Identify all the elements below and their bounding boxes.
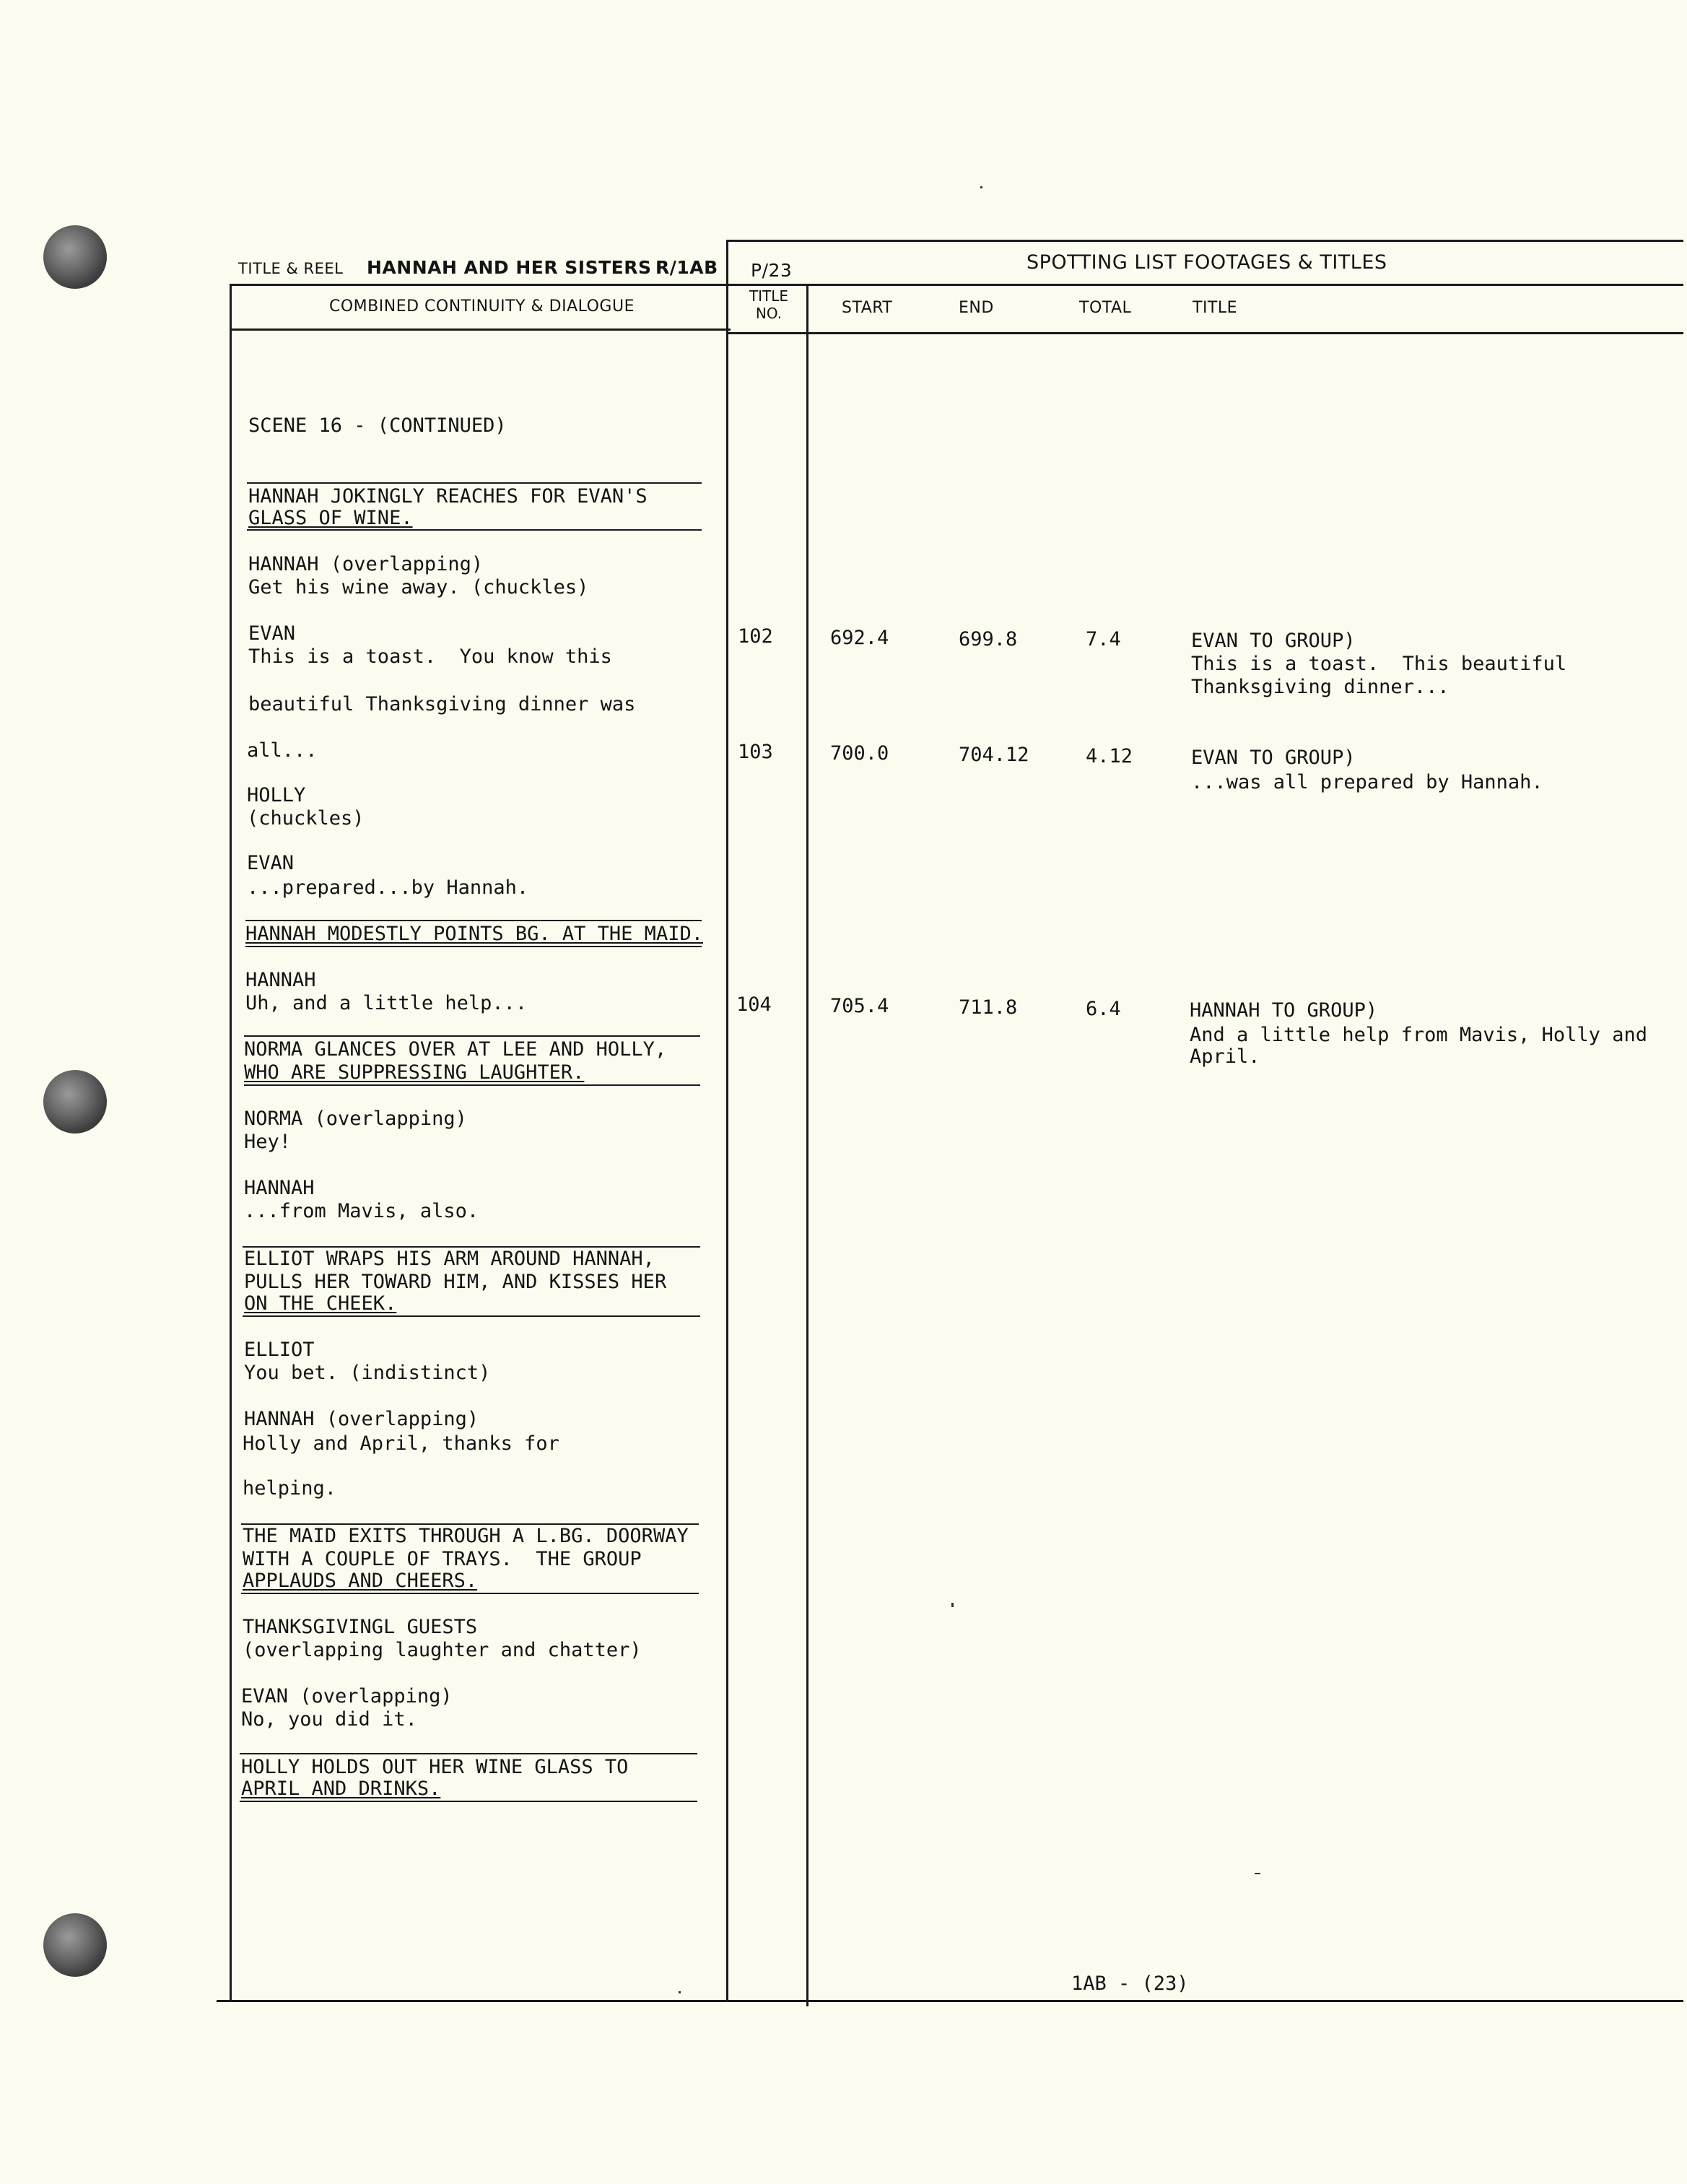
action-line: APPLAUDS AND CHEERS. bbox=[243, 1570, 478, 1592]
action-line: ELLIOT WRAPS HIS ARM AROUND HANNAH, bbox=[244, 1248, 655, 1270]
scene-heading: SCENE 16 - (CONTINUED) bbox=[248, 414, 507, 437]
subtitle-text: ...was all prepared by Hannah. bbox=[1191, 771, 1543, 793]
action-line: PULLS HER TOWARD HIM, AND KISSES HER bbox=[244, 1271, 667, 1293]
dialogue-speaker: THANKSGIVINGL GUESTS bbox=[243, 1616, 478, 1638]
end-footage: 711.8 bbox=[959, 996, 1018, 1019]
subtitle-text: This is a toast. This beautiful bbox=[1191, 653, 1567, 675]
action-line: WHO ARE SUPPRESSING LAUGHTER. bbox=[244, 1061, 585, 1084]
dialogue-line: ...prepared...by Hannah. bbox=[247, 876, 529, 899]
dialogue-line: No, you did it. bbox=[241, 1708, 417, 1731]
title-number: 104 bbox=[736, 993, 772, 1016]
title-reel-label: TITLE & REEL bbox=[238, 260, 344, 277]
dialogue-speaker: HOLLY bbox=[247, 784, 306, 806]
binder-hole-bottom bbox=[43, 1913, 107, 1977]
dialogue-speaker: EVAN (overlapping) bbox=[241, 1685, 453, 1707]
dialogue-line: Uh, and a little help... bbox=[245, 992, 528, 1014]
dialogue-line: Get his wine away. (chuckles) bbox=[248, 576, 589, 599]
total-footage: 4.12 bbox=[1086, 745, 1133, 767]
dialogue-line: You bet. (indistinct) bbox=[244, 1362, 491, 1384]
dialogue-speaker: HANNAH (overlapping) bbox=[248, 553, 484, 575]
reel-number: R/1AB bbox=[655, 257, 718, 278]
dialogue-line: (chuckles) bbox=[247, 807, 365, 830]
title-number: 102 bbox=[738, 625, 773, 648]
action-line: HANNAH MODESTLY POINTS BG. AT THE MAID. bbox=[245, 923, 703, 945]
dialogue-line: (overlapping laughter and chatter) bbox=[243, 1639, 642, 1661]
action-line: APRIL AND DRINKS. bbox=[241, 1778, 441, 1800]
dialogue-line: all... bbox=[247, 739, 318, 762]
start-footage: 705.4 bbox=[830, 995, 889, 1017]
dialogue-speaker: ELLIOT bbox=[244, 1339, 315, 1361]
total-footage: 7.4 bbox=[1086, 628, 1121, 651]
subtitle-text: And a little help from Mavis, Holly and bbox=[1190, 1024, 1647, 1046]
speck bbox=[951, 1603, 954, 1607]
title-no-heading-line2: NO. bbox=[755, 305, 783, 322]
action-line: NORMA GLANCES OVER AT LEE AND HOLLY, bbox=[244, 1038, 667, 1061]
action-line: HANNAH JOKINGLY REACHES FOR EVAN'S bbox=[248, 485, 648, 508]
dialogue-line: Holly and April, thanks for bbox=[243, 1432, 559, 1455]
speck bbox=[1255, 1873, 1260, 1874]
dialogue-speaker: HANNAH bbox=[245, 969, 316, 991]
dialogue-speaker: HANNAH (overlapping) bbox=[244, 1408, 479, 1430]
speck bbox=[679, 1991, 681, 1993]
subtitle-text: HANNAH TO GROUP) bbox=[1190, 999, 1378, 1022]
action-line: THE MAID EXITS THROUGH A L.BG. DOORWAY bbox=[243, 1525, 689, 1547]
title-number: 103 bbox=[738, 741, 773, 763]
dialogue-line: beautiful Thanksgiving dinner was bbox=[248, 693, 636, 715]
end-footage: 699.8 bbox=[959, 628, 1018, 651]
total-heading: TOTAL bbox=[1079, 299, 1132, 317]
binder-hole-middle bbox=[43, 1070, 107, 1134]
total-footage: 6.4 bbox=[1086, 998, 1121, 1020]
title-no-heading bbox=[735, 287, 803, 322]
dialogue-line: ...from Mavis, also. bbox=[244, 1200, 479, 1222]
title-no-heading-line1: TITLE bbox=[749, 287, 789, 305]
action-line: GLASS OF WINE. bbox=[248, 507, 413, 529]
dialogue-speaker: EVAN bbox=[247, 852, 295, 874]
subtitle-text: EVAN TO GROUP) bbox=[1191, 747, 1356, 769]
dialogue-speaker: EVAN bbox=[248, 622, 296, 645]
dialogue-line: helping. bbox=[243, 1477, 337, 1500]
binder-hole-top bbox=[43, 225, 107, 289]
spotting-heading: SPOTTING LIST FOOTAGES & TITLES bbox=[1026, 251, 1387, 274]
end-heading: END bbox=[959, 299, 994, 317]
dialogue-speaker: HANNAH bbox=[244, 1177, 315, 1199]
action-line: HOLLY HOLDS OUT HER WINE GLASS TO bbox=[241, 1756, 629, 1778]
dialogue-line: This is a toast. You know this bbox=[248, 645, 612, 668]
action-line: ON THE CHEEK. bbox=[244, 1292, 397, 1315]
film-title: HANNAH AND HER SISTERS bbox=[367, 257, 652, 278]
action-line: WITH A COUPLE OF TRAYS. THE GROUP bbox=[243, 1548, 642, 1570]
speck bbox=[980, 186, 982, 188]
dialogue-line: Hey! bbox=[244, 1131, 292, 1153]
subtitle-text: Thanksgiving dinner... bbox=[1191, 676, 1450, 698]
page-number: P/23 bbox=[751, 260, 793, 281]
dialogue-speaker: NORMA (overlapping) bbox=[244, 1108, 467, 1130]
subtitle-text: EVAN TO GROUP) bbox=[1191, 630, 1356, 652]
subtitle-text: April. bbox=[1190, 1045, 1260, 1068]
start-footage: 700.0 bbox=[830, 742, 889, 765]
start-footage: 692.4 bbox=[830, 627, 889, 649]
page-code: 1AB - (23) bbox=[1071, 1972, 1189, 1995]
start-heading: START bbox=[842, 299, 893, 317]
end-footage: 704.12 bbox=[959, 744, 1029, 766]
continuity-heading: COMBINED CONTINUITY & DIALOGUE bbox=[329, 297, 635, 316]
title-heading: TITLE bbox=[1193, 299, 1238, 317]
